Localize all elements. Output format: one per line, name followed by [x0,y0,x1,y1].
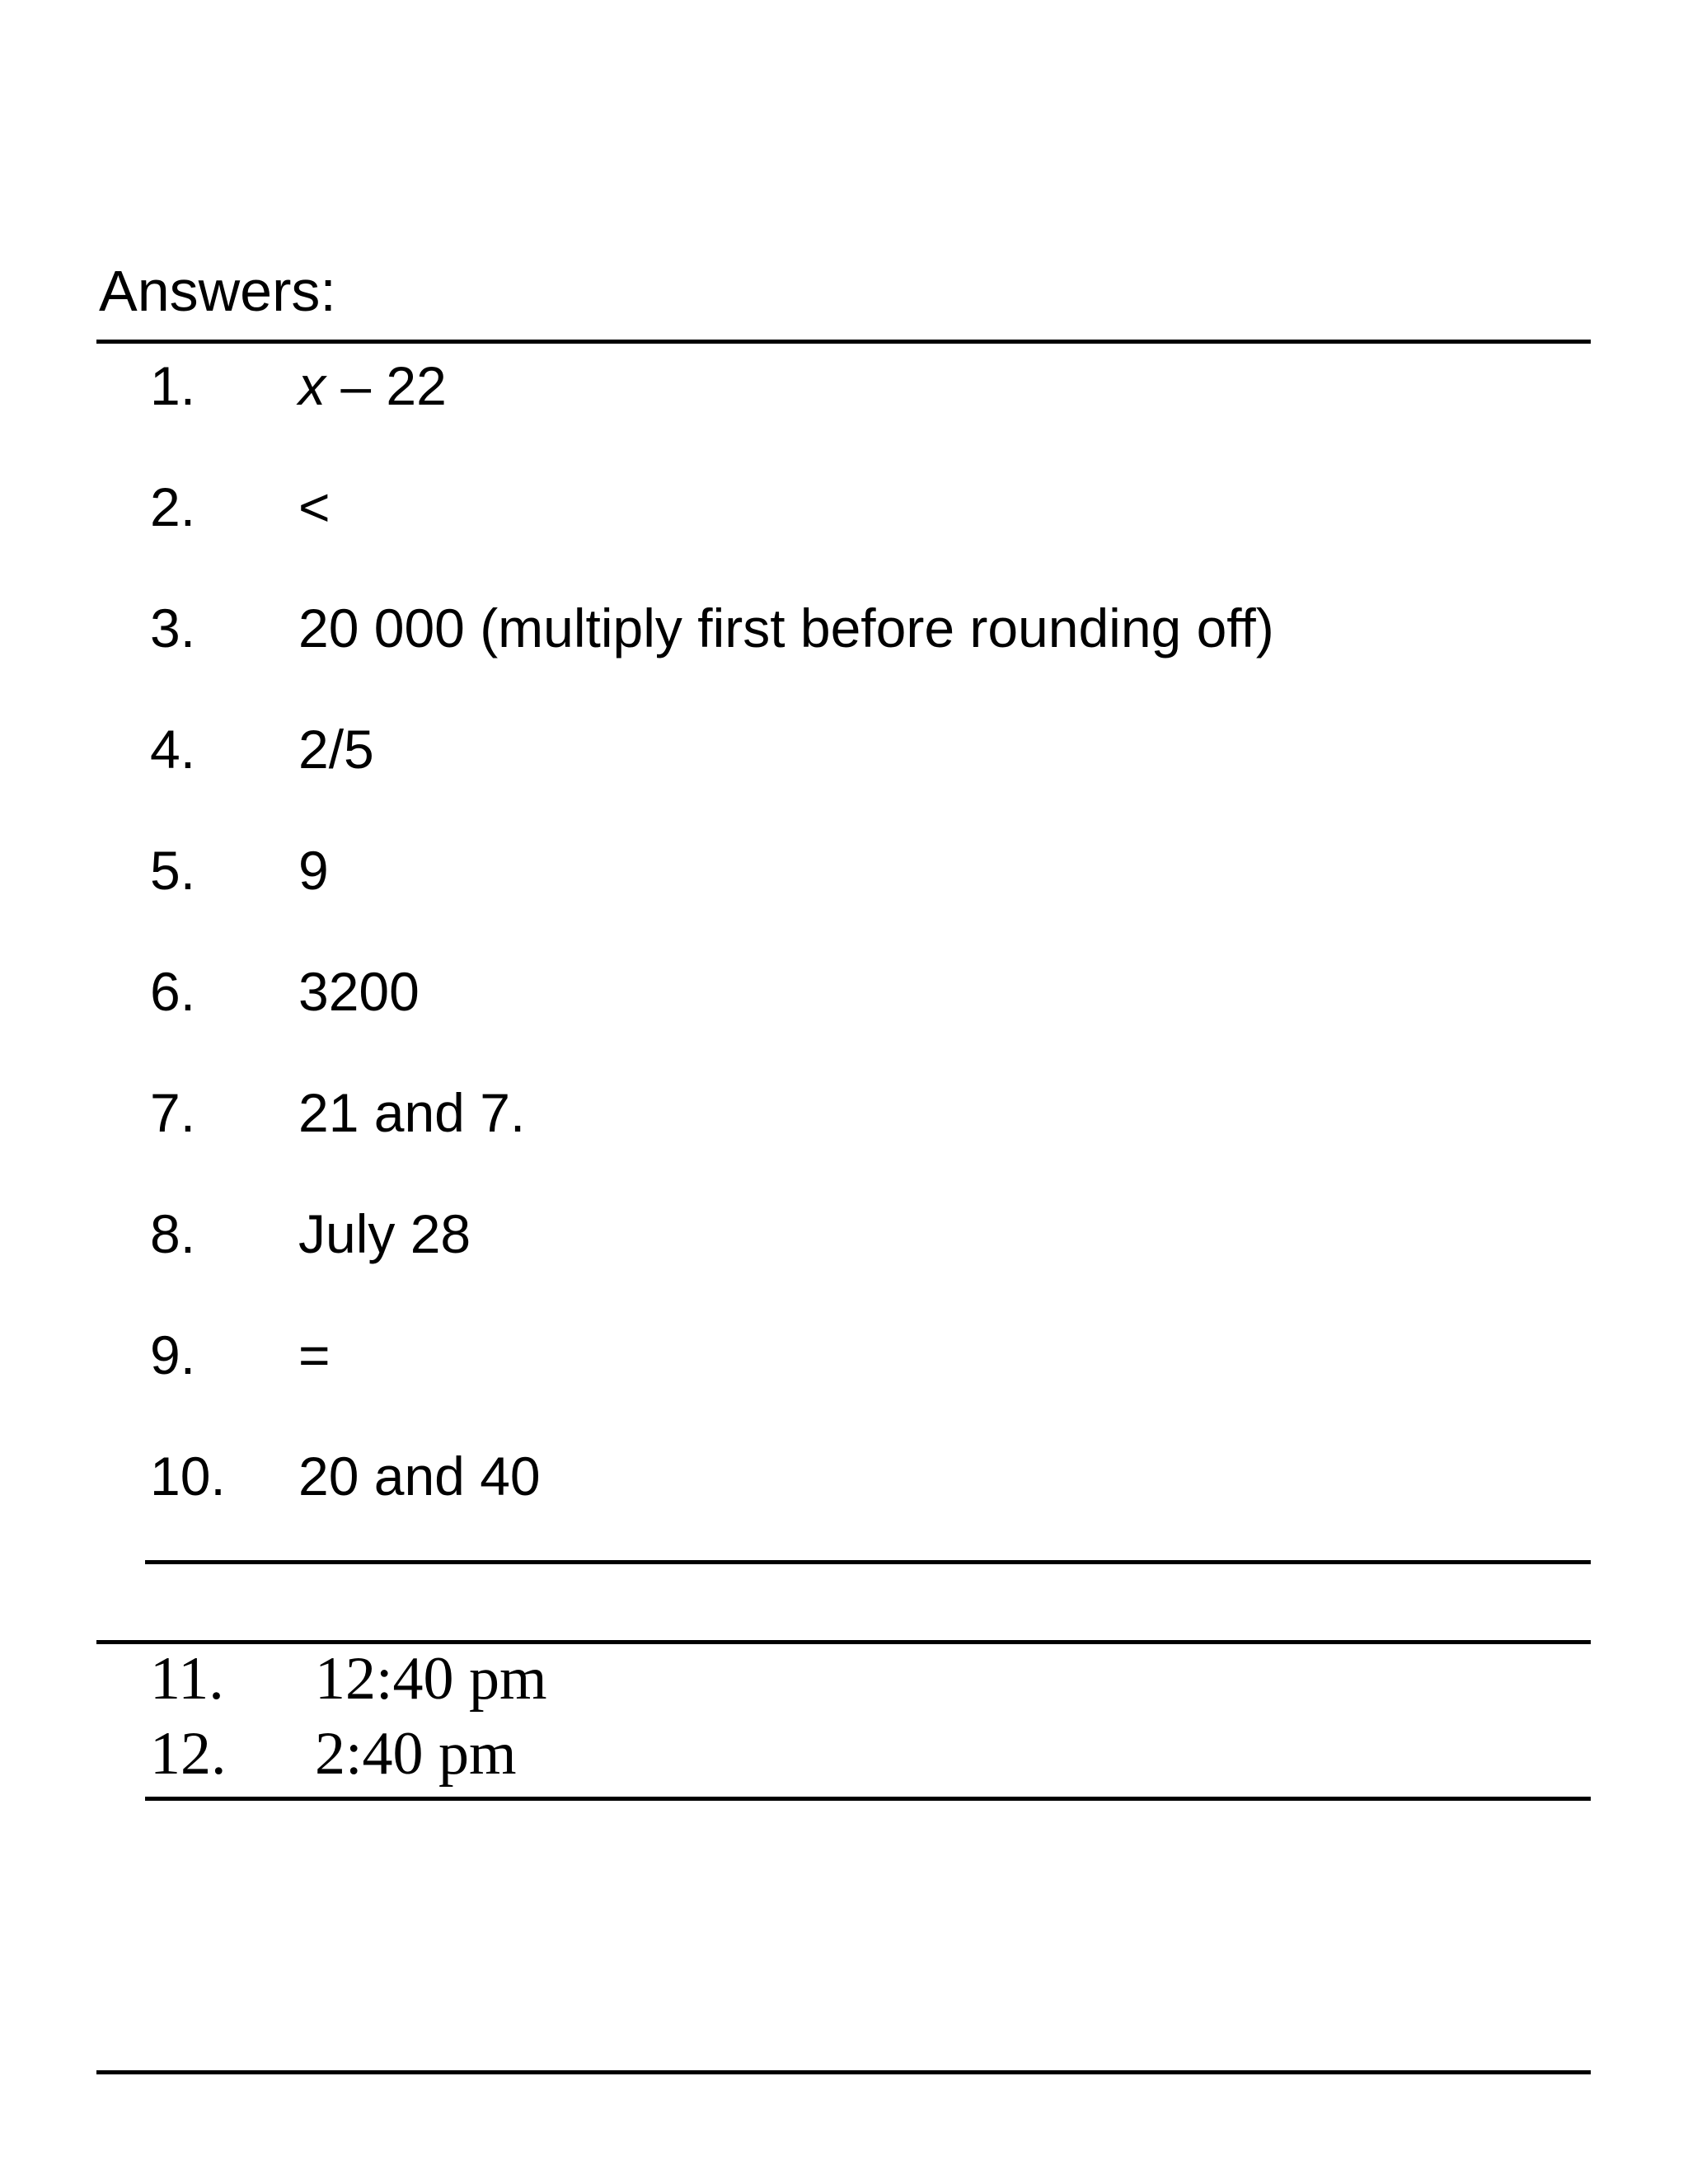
answer-number: 2. [150,476,196,537]
answer-number: 12. [150,1720,227,1788]
answer-row [150,1322,1274,1443]
answer-row [150,716,1274,837]
section-divider [145,1797,1591,1801]
answer-number: 5. [150,840,196,901]
answer-variable: x [298,355,326,416]
page-bottom-divider [96,2070,1591,2074]
answer-row [150,1640,547,1715]
answer-text: 2/5 [298,719,374,780]
answer-number: 6. [150,961,196,1022]
answer-text: 2:40 pm [315,1720,517,1788]
answer-row [150,1443,1274,1564]
answer-text: 3200 [298,961,420,1022]
answer-list-part-a [150,353,1274,1564]
answer-text: July 28 [298,1203,471,1264]
answer-text: 20 and 40 [298,1446,541,1507]
answer-row [150,595,1274,716]
answer-row [150,1715,547,1790]
answer-number: 1. [150,355,196,416]
section-divider [145,1560,1591,1564]
answer-text: 21 and 7. [298,1082,526,1143]
answer-text: = [298,1324,331,1385]
answer-row [150,958,1274,1080]
answer-row [150,474,1274,595]
answer-list-part-b [150,1640,547,1790]
answer-text: 9 [298,840,329,901]
answer-number: 7. [150,1082,196,1143]
answer-text: – 22 [326,355,447,416]
answer-number: 4. [150,719,196,780]
answer-row [150,837,1274,958]
answer-number: 11. [150,1645,224,1713]
answer-text: 20 000 (multiply first before rounding off) [298,598,1274,658]
answer-text: < [298,476,331,537]
answer-number: 3. [150,598,196,658]
answer-number: 8. [150,1203,196,1264]
answer-row [150,353,1274,474]
answer-text: 12:40 pm [315,1645,547,1713]
answer-number: 10. [150,1446,226,1507]
answer-row [150,1201,1274,1322]
answer-row [150,1080,1274,1201]
heading-divider [96,340,1591,344]
answers-heading: Answers: [99,259,336,323]
answer-number: 9. [150,1324,196,1385]
